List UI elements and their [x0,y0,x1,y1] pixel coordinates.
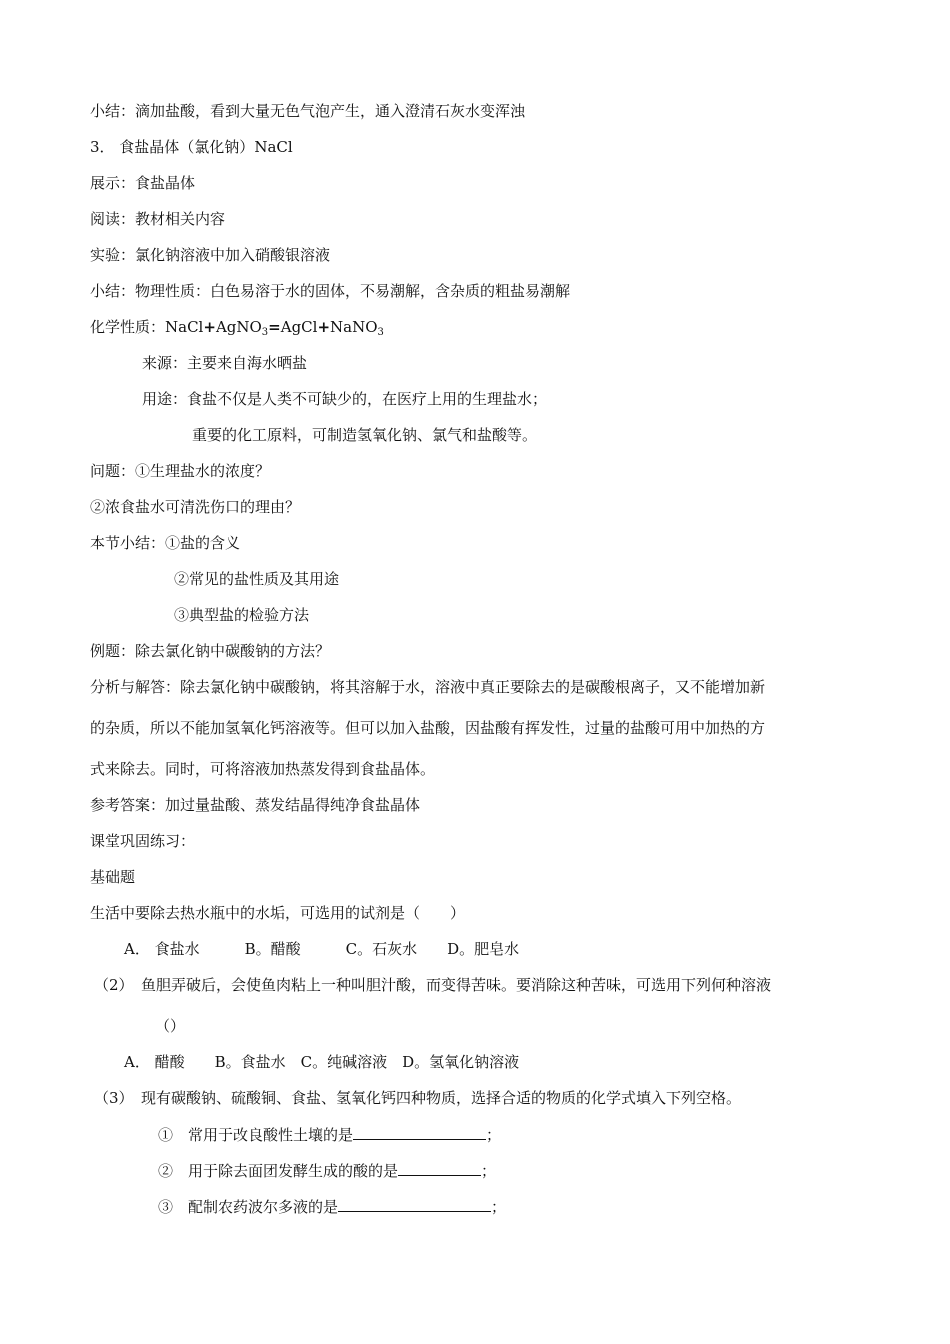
section-heading-nacl: 3． 食盐晶体（氯化钠）NaCl [90,138,293,156]
example-question: 例题：除去氯化钠中碳酸钠的方法？ [90,642,331,660]
product-agcl: AgCl [280,318,318,336]
fill-item-number: ② [158,1162,174,1180]
subscript: 3 [261,327,269,338]
fill-item [158,1196,506,1217]
reference-answer: 参考答案：加过量盐酸、蒸发结晶得纯净食盐晶体 [90,796,421,814]
display-line: 展示：食盐晶体 [90,174,196,192]
product-nano3: NaNO [330,318,378,336]
fill-item-text: 常用于改良酸性土壤的是 [188,1126,354,1144]
answer-blank[interactable] [398,1160,481,1176]
uses-line-1: 用途：食盐不仅是人类不可缺少的，在医疗上用的生理盐水； [142,390,548,408]
exercise-1-question: 生活中要除去热水瓶中的水垢，可选用的试剂是（ ） [90,904,466,922]
analysis-line-2: 的杂质，所以不能加氢氧化钙溶液等。但可以加入盐酸，因盐酸有挥发性，过量的盐酸可用中加热的方 [90,719,766,737]
equation-label: 化学性质： [90,318,166,336]
reactant-agno3: AgNO [215,318,262,336]
fill-item-number: ③ [158,1198,174,1216]
chemical-equation [90,317,384,343]
fill-item-end: ； [481,1162,497,1180]
section-summary-2: ②常见的盐性质及其用途 [174,570,340,588]
experiment-line: 实验：氯化钠溶液中加入硝酸银溶液 [90,246,331,264]
analysis-line-3: 式来除去。同时，可将溶液加热蒸发得到食盐晶体。 [90,760,436,778]
exercise-1-options: A． 食盐水 B。醋酸 C。石灰水 D。肥皂水 [124,940,520,958]
summary-physical-properties: 小结：物理性质：白色易溶于水的固体，不易潮解，含杂质的粗盐易潮解 [90,282,571,300]
section-summary-1: 本节小结：①盐的含义 [90,534,241,552]
uses-line-2: 重要的化工原料，可制造氢氧化钠、氯气和盐酸等。 [192,426,538,444]
fill-item-text: 用于除去面团发酵生成的酸的是 [188,1162,399,1180]
subscript: 3 [377,327,384,338]
fill-item-number: ① [158,1126,174,1144]
summary-line-1: 小结：滴加盐酸，看到大量无色气泡产生，通入澄清石灰水变浑浊 [90,102,526,120]
exercise-2-question: （2） 鱼胆弄破后，会使鱼肉粘上一种叫胆汁酸，而变得苦味。要消除这种苦味，可选用下列何种溶液 [94,976,772,994]
exercise-2-bracket: （） [155,1017,186,1035]
basic-heading: 基础题 [90,868,136,886]
fill-item-text: 配制农药波尔多液的是 [188,1198,339,1216]
question-2: ②浓食盐水可清洗伤口的理由？ [90,498,301,516]
question-1: 问题：①生理盐水的浓度？ [90,462,271,480]
source-line: 来源：主要来自海水晒盐 [142,354,308,372]
answer-blank[interactable] [338,1196,491,1212]
fill-item [158,1160,496,1181]
fill-item-end: ； [491,1198,507,1216]
equals-sign: = [268,318,281,336]
plus-sign: + [317,318,331,336]
exercise-2-options: A． 醋酸 B。食盐水 C。纯碱溶液 D。氢氧化钠溶液 [124,1053,520,1071]
answer-blank[interactable] [353,1124,486,1140]
fill-item-end: ； [486,1126,502,1144]
practice-heading: 课堂巩固练习： [90,832,196,850]
reactant-nacl: NaCl [165,318,204,336]
reading-line: 阅读：教材相关内容 [90,210,226,228]
plus-sign: + [203,318,216,336]
section-summary-3: ③典型盐的检验方法 [174,606,310,624]
exercise-3-question: （3） 现有碳酸钠、硫酸铜、食盐、氢氧化钙四种物质，选择合适的物质的化学式填入下列空格。 [94,1089,742,1107]
fill-item [158,1124,501,1145]
analysis-line-1: 分析与解答：除去氯化钠中碳酸钠，将其溶解于水，溶液中真正要除去的是碳酸根离子，又不能增加新 [90,678,766,696]
